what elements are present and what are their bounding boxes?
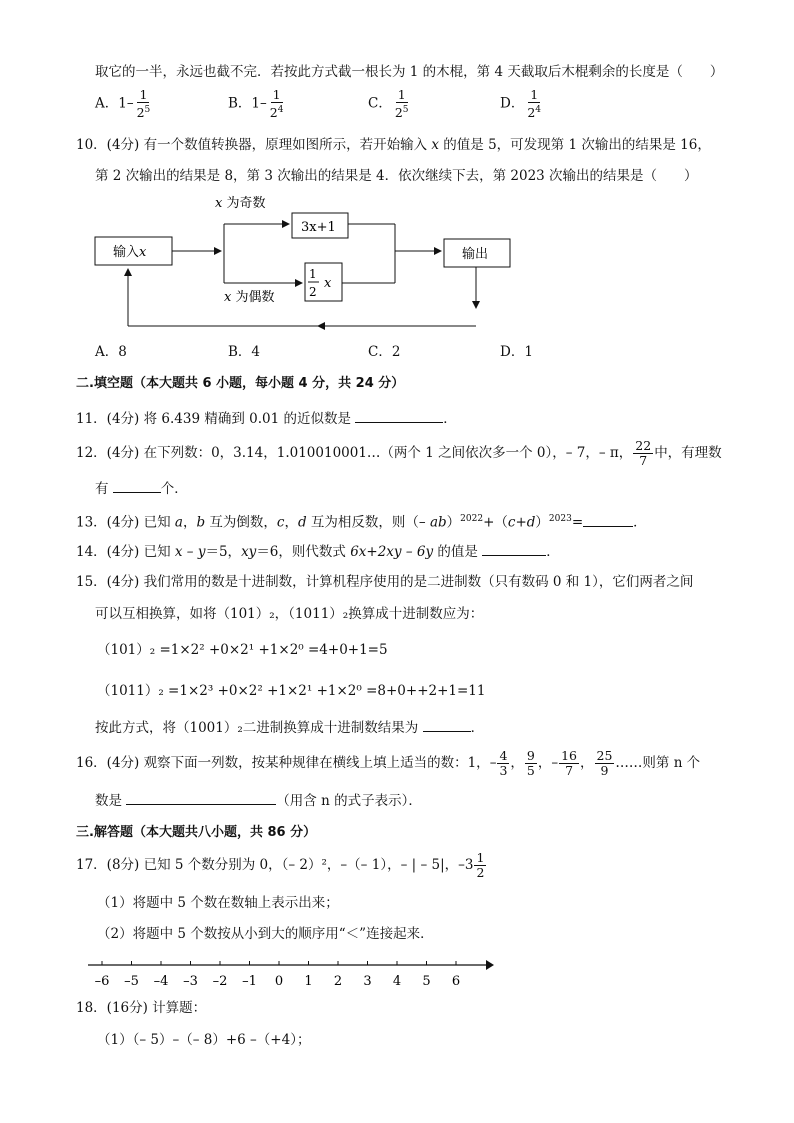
- section-3-title: 三.解答题（本大题共八小题，共 86 分）: [76, 825, 317, 840]
- even-fraction-denominator: 2: [309, 285, 317, 299]
- number-line-tick-label: –3: [183, 974, 198, 989]
- number-line-arrowhead: [486, 960, 494, 970]
- output-box-label: 输出: [462, 247, 489, 262]
- even-fraction-numerator: 1: [309, 267, 317, 281]
- q10-option-3[interactable]: D．1: [500, 344, 533, 360]
- number-line-tick-label: –1: [242, 974, 257, 989]
- q9-option-0[interactable]: A．1– $\frac{1}{2^5}$: [95, 87, 151, 121]
- q12-answer-blank[interactable]: [113, 478, 161, 493]
- number-line-tick-label: 4: [392, 974, 402, 989]
- number-line-tick-label: –2: [212, 974, 228, 989]
- q12-line2: 有 个．: [95, 478, 188, 499]
- q16-term-1: $\frac{9}{5}$ ，: [526, 748, 552, 778]
- q15-answer-blank[interactable]: [423, 717, 471, 732]
- q17-sub1: （1）将题中 5 个数在数轴上表示出来；: [97, 895, 339, 911]
- number-line-tick-label: 2: [333, 974, 343, 989]
- q14: 14．(4分) 已知 x – y＝5，xy＝6，则代数式 6x+2xy – 6y 的值是 ．: [76, 541, 560, 562]
- number-line-tick-label: 0: [274, 974, 284, 989]
- odd-operation-label: 3x+1: [301, 220, 336, 235]
- q16-sequence: [489, 748, 616, 778]
- q15-line3: 按此方式，将（1001）₂二进制换算成十进制数结果为 ．: [95, 717, 484, 738]
- input-box-label: 输入x: [113, 245, 147, 260]
- number-line-tick-label: –6: [94, 974, 110, 989]
- q16-term-2: – $\frac{16}{7}$ ，: [551, 748, 594, 778]
- even-fraction-var: x: [324, 276, 332, 291]
- q16-answer-blank[interactable]: [126, 790, 276, 805]
- even-condition-label: x 为偶数: [224, 290, 275, 305]
- q16-line2: 数是 （用含 n 的式子表示）．: [95, 790, 422, 811]
- number-line-tick-label: –4: [153, 974, 169, 989]
- number-converter-diagram: [0, 190, 794, 340]
- q15-line2: 可以互相换算，如将（101）₂，（1011）₂换算成十进制数应为：: [95, 606, 484, 622]
- q9-option-1[interactable]: B．1– $\frac{1}{2^4}$: [228, 87, 284, 121]
- q15-formula1: （101）₂ =1×2² +0×2¹ +1×2⁰ =4+0+1=5: [97, 642, 388, 658]
- q9-option-2[interactable]: C． $\frac{1}{2^5}$: [368, 87, 409, 121]
- q15-formula2: （1011）₂ =1×2³ +0×2² +1×2¹ +1×2⁰ =8+0++2+1=11: [97, 683, 486, 699]
- q10-stem-line1: 10．(4分) 有一个数值转换器，原理如图所示，若开始输入 x 的值是 5，可发现第 1 次输出的结果是 16，: [76, 137, 711, 153]
- mixed-number-fraction: $\frac{1}{2}$: [476, 850, 485, 880]
- q16-term-0: – $\frac{4}{3}$ ，: [489, 748, 524, 778]
- q16-term-3: $\frac{25}{9}$: [596, 748, 613, 778]
- q9-stem-line: 取它的一半，永远也截不完．若按此方式截一根长为 1 的木棍，第 4 天截取后木棍剩余的长度是（ ）: [95, 64, 724, 80]
- number-line-tick-label: –5: [124, 974, 139, 989]
- q13: 13．(4分) 已知 a，b 互为倒数，c，d 互为相反数，则（– $ab)^{2022}+(c+d)^{2023}=$ ．: [76, 509, 647, 533]
- q10-option-1[interactable]: B．4: [228, 344, 261, 360]
- q10-stem-line2: 第 2 次输出的结果是 8，第 3 次输出的结果是 4．依次继续下去，第 2023 次输出的结果是（ ）: [95, 168, 698, 184]
- q10-option-0[interactable]: A．8: [95, 344, 127, 360]
- number-line-tick-label: 3: [363, 974, 372, 989]
- q17-sub2: （2）将题中 5 个数按从小到大的顺序用“＜”连接起来．: [97, 926, 434, 942]
- q18-sub1: （1）（– 5）–（– 8）+6 –（+4）；: [97, 1032, 311, 1048]
- q11-answer-blank[interactable]: [355, 408, 443, 423]
- q15-line1: 15．(4分) 我们常用的数是十进制数，计算机程序使用的是二进制数（只有数码 0 和 1），它们两者之间: [76, 574, 694, 590]
- q14-answer-blank[interactable]: [482, 541, 546, 556]
- q13-answer-blank[interactable]: [583, 512, 633, 527]
- q9-option-3[interactable]: D． $\frac{1}{2^4}$: [500, 87, 542, 121]
- odd-condition-label: x 为奇数: [215, 196, 266, 211]
- q17-stem: 17．(8分) 已知 5 个数分别为 0，（– 2）²，–（– 1），– | – 5|，–3 $\frac{1}{2}$: [76, 850, 485, 880]
- q10-option-2[interactable]: C．2: [368, 344, 401, 360]
- q16-line1: 16．(4分) 观察下面一列数，按某种规律在横线上填上适当的数：1，– $\frac{4}{3}$ ， $\frac{9}{5}$ ，– $\frac{16}{7}$ ， $\frac{25}{9}$ ……则第 n 个: [76, 748, 701, 778]
- number-line: [0, 950, 794, 994]
- q11: 11．(4分) 将 6.439 精确到 0.01 的近似数是 ．: [76, 408, 457, 429]
- section-2-title: 二.填空题（本大题共 6 小题，每小题 4 分，共 24 分）: [76, 376, 405, 391]
- q18-title: 18．(16分) 计算题：: [76, 1000, 207, 1016]
- q12-line1: 12．(4分) 在下列数：0，3.14，1.010010001…（两个 1 之间依次多一个 0），– 7，– π， $\frac{22}{7}$ 中，有理数: [76, 438, 722, 468]
- fraction-22-7: $\frac{22}{7}$: [635, 438, 652, 468]
- number-line-tick-label: 1: [304, 974, 313, 989]
- number-line-tick-label: 5: [422, 974, 431, 989]
- number-line-tick-label: 6: [451, 974, 461, 989]
